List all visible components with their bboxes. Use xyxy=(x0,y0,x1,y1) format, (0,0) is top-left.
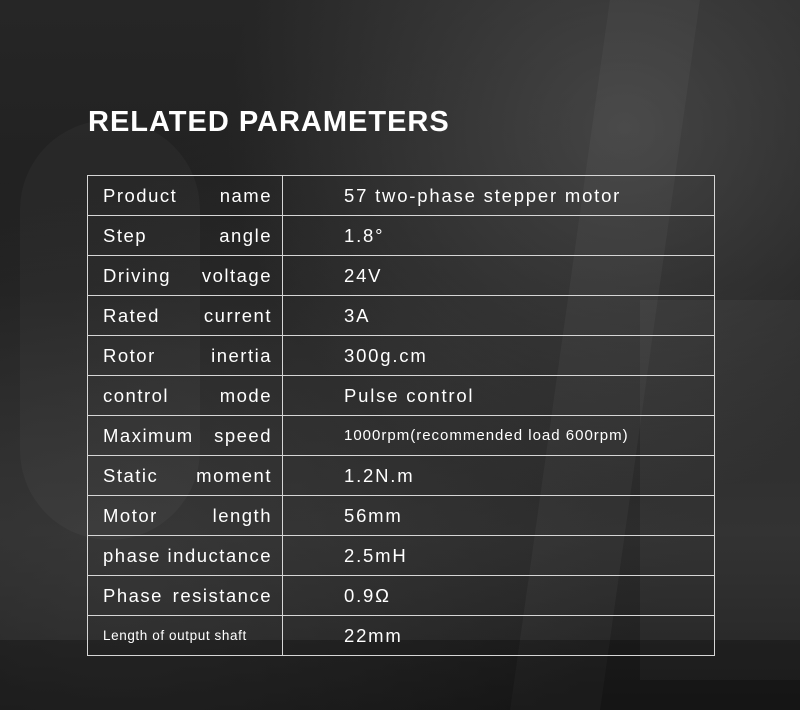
parameter-value: 57 two-phase stepper motor xyxy=(283,176,715,216)
parameter-name: Driving voltage xyxy=(88,256,283,296)
parameter-value: 1.2N.m xyxy=(283,456,715,496)
parameter-name: Rotor inertia xyxy=(88,336,283,376)
parameter-name: Product name xyxy=(88,176,283,216)
table-row xyxy=(88,376,715,416)
parameter-value: 24V xyxy=(283,256,715,296)
parameter-value: 56mm xyxy=(283,496,715,536)
parameter-name: Rated current xyxy=(88,296,283,336)
table-row xyxy=(88,536,715,576)
parameter-name: Length of output shaft xyxy=(88,616,283,656)
parameter-value: 1000rpm(recommended load 600rpm) xyxy=(283,416,715,456)
page-title: RELATED PARAMETERS xyxy=(88,106,450,138)
parameter-value: 22mm xyxy=(283,616,715,656)
table-row xyxy=(88,296,715,336)
table-row xyxy=(88,416,715,456)
parameter-value: Pulse control xyxy=(283,376,715,416)
parameter-value: 3A xyxy=(283,296,715,336)
table-row xyxy=(88,456,715,496)
parameter-name: Step angle xyxy=(88,216,283,256)
table-row xyxy=(88,216,715,256)
table-row xyxy=(88,576,715,616)
parameter-value: 1.8° xyxy=(283,216,715,256)
parameter-name: Motor length xyxy=(88,496,283,536)
table-row xyxy=(88,616,715,656)
table-row xyxy=(88,176,715,216)
parameter-name: Static moment xyxy=(88,456,283,496)
parameter-name: control mode xyxy=(88,376,283,416)
parameter-value: 300g.cm xyxy=(283,336,715,376)
parameter-value: 2.5mH xyxy=(283,536,715,576)
parameter-name: phase inductance xyxy=(88,536,283,576)
parameter-name: Maximum speed xyxy=(88,416,283,456)
table-row xyxy=(88,256,715,296)
table-row xyxy=(88,336,715,376)
parameter-value: 0.9Ω xyxy=(283,576,715,616)
parameter-name: Phase resistance xyxy=(88,576,283,616)
table-row xyxy=(88,496,715,536)
parameters-table xyxy=(87,175,715,656)
